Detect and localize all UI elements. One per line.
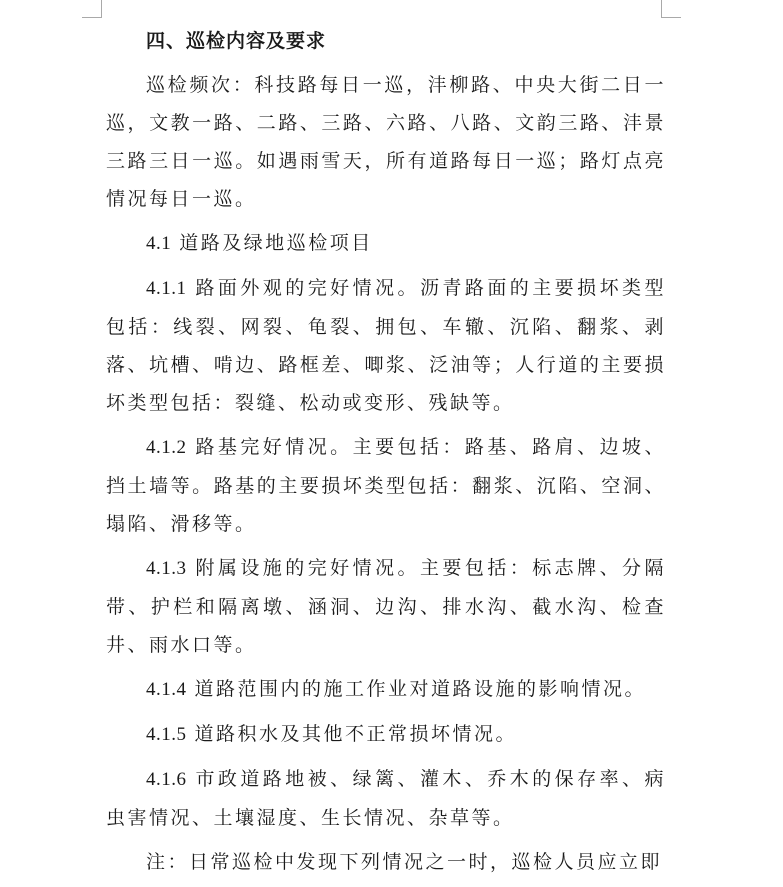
paragraph-4-1-6 — [106, 760, 666, 837]
paragraph-text: 巡检频次：科技路每日一巡，沣柳路、中央大街二日一巡，文教一路、二路、三路、六路、八路、文韵三路、沣景三路三日一巡。如遇雨雪天，所有道路每日一巡；路灯点亮情况每日一巡。 — [106, 74, 666, 210]
section-number: 4.1.3 — [146, 558, 187, 579]
paragraph-4-1-2 — [106, 428, 666, 543]
paragraph-note — [106, 843, 666, 881]
section-number: 4.1.4 — [146, 679, 187, 700]
paragraph-text: 注：日常巡检中发现下列情况之一时，巡检人员应立即 — [146, 851, 663, 873]
section-heading: 四、巡检内容及要求 — [146, 30, 327, 52]
section-number: 4.1.6 — [146, 769, 187, 790]
paragraph-text: 市政道路地被、绿篱、灌木、乔木的保存率、病虫害情况、土壤湿度、生长情况、杂草等。 — [106, 768, 666, 829]
paragraph-inspection-frequency — [106, 66, 666, 218]
document-body — [106, 24, 666, 887]
crop-mark-top-right-vertical — [661, 0, 662, 18]
crop-mark-top-right-horizontal — [661, 17, 681, 18]
paragraph-text: 道路范围内的施工作业对道路设施的影响情况。 — [194, 678, 647, 700]
paragraph-text: 道路积水及其他不正常损坏情况。 — [194, 723, 518, 745]
paragraph-4-1-1 — [106, 269, 666, 422]
paragraph-text: 路面外观的完好情况。沥青路面的主要损坏类型包括：线裂、网裂、龟裂、拥包、车辙、沉陷、翻浆、剥落、坑槽、啃边、路框差、唧浆、泛油等；人行道的主要损坏类型包括：裂缝、松动或变形、残缺等。 — [106, 277, 666, 414]
section-number: 4.1.5 — [146, 724, 187, 745]
section-number: 4.1.1 — [146, 278, 187, 299]
paragraph-4-1-5 — [106, 715, 666, 754]
paragraph-text: 附属设施的完好情况。主要包括：标志牌、分隔带、护栏和隔离墩、涵洞、边沟、排水沟、截水沟、检查井、雨水口等。 — [106, 557, 666, 656]
section-number: 4.1.2 — [146, 437, 187, 458]
paragraph-4-1 — [106, 224, 666, 263]
section-number: 4.1 — [146, 233, 172, 254]
paragraph-text: 道路及绿地巡检项目 — [179, 232, 373, 254]
crop-mark-top-left-horizontal — [82, 17, 102, 18]
paragraph-4-1-4 — [106, 670, 666, 709]
paragraph-4-1-3 — [106, 549, 666, 664]
crop-mark-top-left-vertical — [101, 0, 102, 18]
paragraph-text: 路基完好情况。主要包括：路基、路肩、边坡、挡土墙等。路基的主要损坏类型包括：翻浆、沉陷、空洞、塌陷、滑移等。 — [106, 436, 666, 535]
